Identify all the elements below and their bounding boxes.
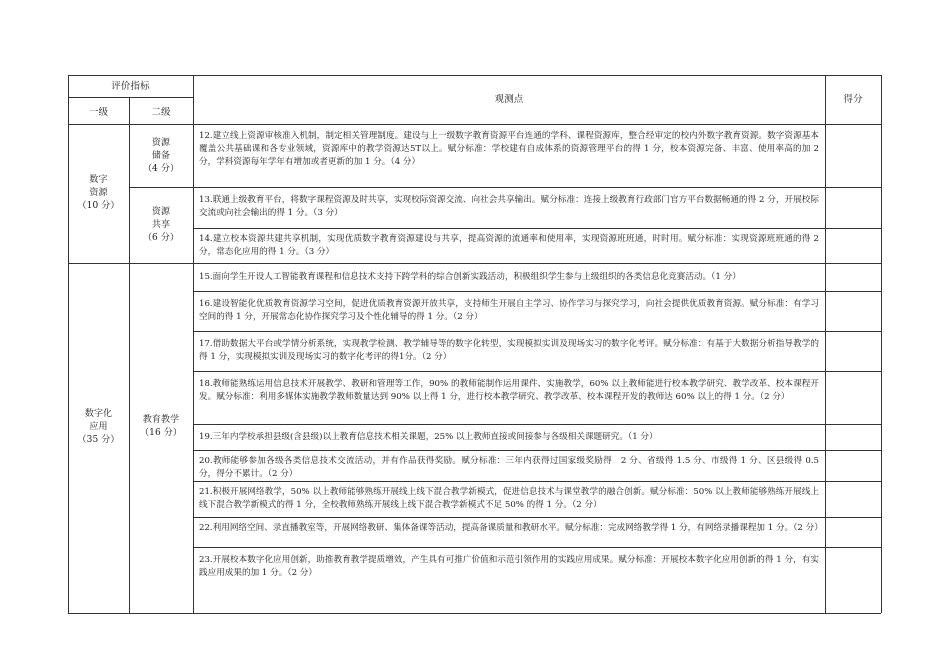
level1-points: （35 分） [77,435,120,445]
level1-cell-digital-application [68,408,129,447]
level2-label: 资源 [151,207,171,217]
observation-item-20: 20.教师能够参加各级各类信息技术交流活动，并有作品获得奖励。赋分标准：三年内获得过国家级奖励得 2 分、省级得 1.5 分、市级得 1 分、区县级得 0.5 分，得分不累计。（2 分） [199,456,819,479]
row-divider [193,424,881,425]
group-divider [68,263,881,264]
level2-label: 教育教学 [142,415,180,425]
level2-cell-teaching [129,414,193,440]
row-divider [129,187,881,188]
observation-item-14: 14.建立校本资源共建共享机制，实现优质数字教育资源建设与共享，提高资源的流通率和使用率，实现资源班班通，时时用。赋分标准：实现资源班班通的得 2 分，常态化应用的得 1 分。（3 分） [199,234,819,257]
level1-label: 数字化 [84,409,113,419]
header-level1: 一级 [88,107,109,118]
table-border-top [68,75,881,76]
table-border-left [68,75,69,613]
observation-item-15: 15.面向学生开设人工智能教育课程和信息技术支持下跨学科的综合创新实践活动，积极组织学生参与上级组织的各类信息化竞赛活动。（1 分） [199,272,741,282]
level2-label: 共享 [151,220,171,230]
level2-points: （16 分） [140,428,182,438]
header-bottom [68,124,881,125]
header-eval-index: 评价指标 [111,81,150,92]
level1-points: （10 分） [77,201,120,211]
level2-label: 储备 [151,151,171,161]
level2-points: （4 分） [142,164,180,174]
level1-label: 资源 [89,188,108,198]
observation-item-22: 22.利用网络空间、录直播教室等，开展网络教研、集体备课等活动，提高备课质量和教研水平。赋分标准：完成网络教学得 1 分，有网络录播课程加 1 分。（2 分） [199,523,823,533]
observation-item-12: 12.建立线上资源审核准入机制，制定相关管理制度。建设与上一级数字教育资源平台连通的学科、课程资源库，整合经审定的校内外数字教育资源。数字资源基本覆盖公共基础课和各专业领域，资源库中的教学资源达5T以上。赋分标准：学校建有自成体系的资源管理平台的得 1 分，校本资源完备、丰富、使用率高的加 2 分，学科资源每年学年有增加或者更新的加 1 分。（4 分） [199,131,819,167]
row-divider [193,228,881,229]
row-divider [193,331,881,332]
row-divider [193,517,881,518]
table-border-right [881,75,882,613]
level2-cell-resource-reserve [129,137,193,176]
score-column [825,124,881,613]
observation-item-17: 17.借助数据大平台或学情分析系统，实现教学检测、教学辅导等的数字化转型，实现模拟实训及现场实习的数字化考评。赋分标准：有基于大数据分析指导教学的得 1 分，实现模拟实训及现场实习的数字化考评的得1分。（2 分） [199,339,819,362]
evaluation-table [68,75,881,613]
observation-item-21: 21.积极开展网络教学，50% 以上教师能够熟练开展线上线下混合教学新模式，促进信息技术与课堂教学的融合创新。赋分标准：50% 以上教师能够熟练开展线上线下混合教学新模式的得 1 分，全校教师熟练开展线上线下混合教学新模式不足 50% 的得 1 分。（2 分） [199,487,819,510]
row-divider [193,481,881,482]
observation-item-16: 16.建设智能化优质教育资源学习空间，促进优质教育资源开放共享，支持师生开展自主学习、协作学习与探究学习，向社会提供优质教育资源。赋分标准：有学习空间的得 1 分，开展常态化协作探究学习及个性化辅导的得 1 分。（2 分） [199,299,819,322]
row-divider [193,291,881,292]
level2-label: 资源 [151,138,171,148]
level2-cell-resource-sharing [129,206,193,245]
observation-item-18: 18.教师能熟练运用信息技术开展教学、教研和管理等工作，90% 的教师能制作运用课件、实施教学，60% 以上教师能进行校本教学研究、教学改革、校本课程开发。赋分标准：利用多媒体实施教学教师数量达到 90% 以上得 1 分，进行校本教学研究、教学改革、校本课程开发的教师达 60% 以上的得 1 分。（2 分） [199,379,819,402]
table-border-bottom [68,613,881,614]
observation-item-23: 23.开展校本数字化应用创新，助推教育教学提质增效，产生具有可推广价值和示范引领作用的实践应用成果。赋分标准：开展校本数字化应用创新的得 1 分，有实践应用成果的加 1 分。（2 分） [199,555,819,578]
header-score: 得分 [843,94,863,105]
row-divider [193,371,881,372]
level1-label: 应用 [89,422,108,432]
header-observation: 观测点 [494,94,524,105]
row-divider [193,547,881,548]
level1-label: 数字 [89,175,108,185]
row-divider [193,450,881,451]
observation-item-13: 13.联通上级教育平台，将数字课程资源及时共享，实现校际资源交流、向社会共享输出。赋分标准：连接上级教育行政部门官方平台数据畅通的得 2 分，开展校际交流或向社会输出的得 1 分。（3 分） [199,195,819,218]
observation-item-19: 19.三年内学校承担县级(含县级)以上教育信息技术相关课题，25% 以上教师直接或间接参与各级相关课题研究。（1 分） [199,432,658,442]
level2-points: （6 分） [142,233,180,243]
level1-cell-digital-resources [68,174,129,213]
header-divider [68,97,193,98]
header-level2: 二级 [151,107,171,118]
